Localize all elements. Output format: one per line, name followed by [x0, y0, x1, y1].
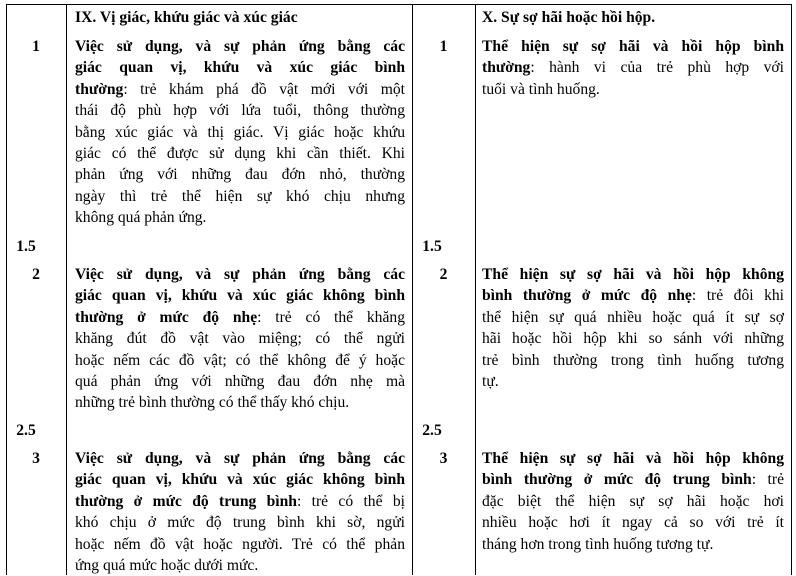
text-line: hoặc nếm các đồ vật; có thể không để ý hoặc	[75, 351, 405, 369]
table-top-border	[6, 4, 792, 5]
text-line: thể hiện sự quá nhiều hoặc quá ít sự sợ	[482, 308, 784, 326]
text-line: đặc biệt thể hiện sự sợ hãi hoặc hơi	[482, 492, 784, 510]
text-line: giác quan vị, khứu và xúc giác không bình	[75, 287, 405, 305]
text-line: bình thường ở mức độ nhẹ: trẻ đôi khi	[482, 287, 785, 305]
text-line: nhiều hoặc hơi ít ngay cả so với trẻ ít	[482, 514, 784, 532]
text-line: Việc sử dụng, và sự phản ứng bằng các	[75, 450, 405, 467]
left-description-score-2	[75, 264, 405, 414]
text-line: ứng quá mức hoặc dưới mức.	[75, 557, 259, 575]
text-line: thường ở mức độ nhẹ: trẻ có thể khăng	[75, 308, 405, 326]
text-line: khăng đút đồ vật vào miệng; có thể ngửi	[75, 330, 405, 348]
score-label: 3	[32, 450, 40, 467]
text-line: tự.	[482, 373, 499, 391]
right-description-score-3	[482, 448, 784, 555]
column-divider	[412, 4, 413, 575]
score-label: 1	[439, 38, 448, 55]
text-line: thường: hành vi của trẻ phù hợp với	[482, 59, 784, 77]
text-line: Thể hiện sự sợ hãi và hồi hộp bình	[482, 38, 784, 55]
text-line: giác quan vị, khứu và xúc giác bình	[75, 59, 405, 77]
column-divider	[66, 4, 67, 575]
right-description-score-1	[482, 36, 784, 100]
text-line: quá phản ứng với những đau đớn nhẹ mà	[75, 373, 405, 391]
text-line: thái độ phù hợp với lứa tuổi, thông thường	[75, 102, 405, 120]
text-line: Việc sử dụng, và sự phản ứng bằng các	[75, 38, 405, 55]
table-left-border	[6, 4, 7, 575]
text-line: Thể hiện sự sợ hãi và hồi hộp không	[482, 450, 784, 467]
text-line: ngày thì trẻ thể hiện sự khó chịu nhưng	[75, 187, 405, 205]
text-line: tháng hơn trong tình huống tương tự.	[482, 535, 714, 553]
score-label: 2	[32, 266, 40, 283]
text-line: bình thường ở mức độ trung bình: trẻ	[482, 471, 784, 489]
score-label: 3	[439, 450, 448, 467]
text-line: Việc sử dụng, và sự phản ứng bằng các	[75, 266, 405, 283]
text-line: những trẻ bình thường có thể thấy khó chịu.	[75, 394, 350, 412]
table-right-border	[791, 4, 792, 575]
text-line: thường ở mức độ trung bình: trẻ có thể bị	[75, 492, 405, 510]
score-label: 1.5	[422, 238, 442, 255]
left-description-score-1	[75, 36, 405, 229]
right-description-score-2	[482, 264, 784, 392]
score-label: 2.5	[16, 422, 36, 439]
section-title-taste-smell-touch: IX. Vị giác, khứu giác và xúc giác	[75, 9, 298, 26]
text-line: giác quan vị, khứu và xúc giác không bình	[75, 471, 405, 489]
text-line: thường: trẻ khám phá đồ vật mới với một	[75, 80, 405, 98]
score-label: 2	[439, 266, 448, 283]
text-line: Thể hiện sự sợ hãi và hồi hộp không	[482, 266, 784, 283]
text-line: hoặc nếm đồ vật hoặc người. Trẻ có thể phản	[75, 535, 405, 553]
text-line: giác có thể được sử dụng khi cần thiết. Khi	[75, 145, 405, 163]
score-label: 1.5	[16, 238, 36, 255]
text-line: bằng xúc giác và thị giác. Vị giác hoặc khứu	[75, 123, 405, 141]
text-line: tuổi và tình huống.	[482, 80, 600, 98]
text-line: trẻ bình thường trong tình huống tương	[482, 351, 784, 369]
score-label: 2.5	[422, 422, 442, 439]
text-line: phản ứng với những đau đớn nhỏ, thường	[75, 166, 405, 184]
column-divider	[475, 4, 476, 575]
section-title-fear-nervousness: X. Sự sợ hãi hoặc hồi hộp.	[482, 9, 656, 26]
score-label: 1	[32, 38, 40, 55]
text-line: khó chịu ở mức độ trung bình khi sờ, ngửi	[75, 514, 405, 532]
text-line: hãi hoặc hồi hộp khi so sánh với những	[482, 330, 784, 348]
text-line: không quá phản ứng.	[75, 209, 207, 227]
left-description-score-3	[75, 448, 405, 576]
